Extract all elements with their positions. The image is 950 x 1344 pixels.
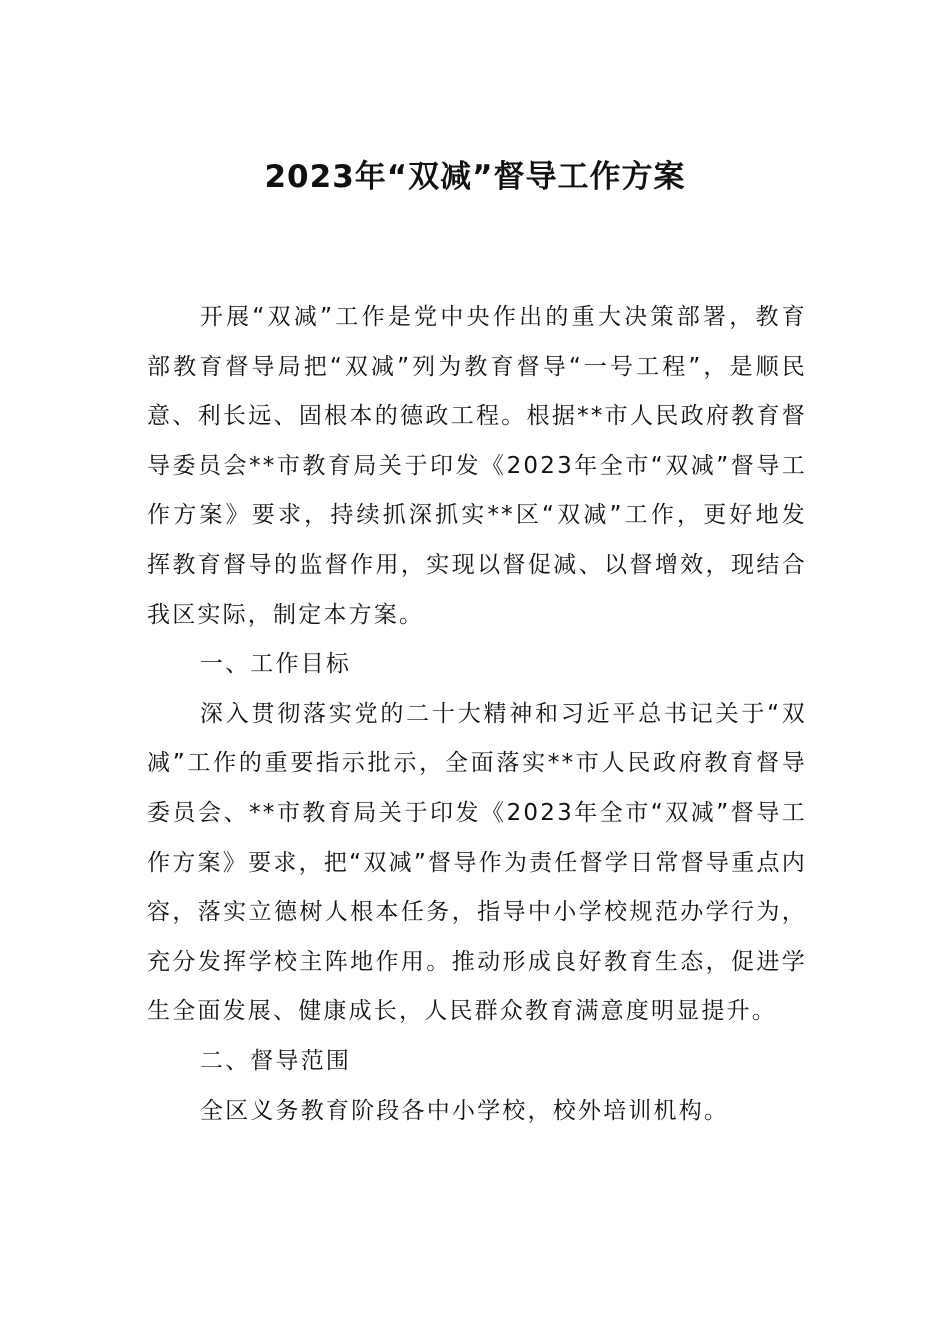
document-title: 2023年“双减”督导工作方案 [264,159,686,195]
intro-paragraph: 开展“双减”工作是党中央作出的重大决策部署，教育部教育督导局把“双减”列为教育督导“一号工程”，是顺民意、利长远、固根本的德政工程。根据**市人民政府教育督导委员会**市教育局关于印发《2023年全市“双减”督导工作方案》要求，持续抓深抓实**区“双减”工作，更好地发挥教育督导的监督作用，实现以督促减、以督增效，现结合我区实际，制定本方案。 [147,304,807,628]
section-text-work-goals: 深入贯彻落实党的二十大精神和习近平总书记关于“双减”工作的重要指示批示，全面落实**市人民政府教育督导委员会、**市教育局关于印发《2023年全市“双减”督导工作方案》要求，把“双减”督导作为责任督学日常督导重点内容，落实立德树人根本任务，指导中小学校规范办学行为，充分发挥学校主阵地作用。推动形成良好教育生态，促进学生全面发展、健康成长，人民群众教育满意度明显提升。 [147,700,807,1025]
section-heading-supervision-scope: 二、督导范围 [199,1047,352,1074]
section-text-supervision-scope: 全区义务教育阶段各中小学校，校外培训机构。 [199,1097,730,1124]
document-body [147,293,807,1136]
section-heading-work-goals: 一、工作目标 [199,651,352,678]
